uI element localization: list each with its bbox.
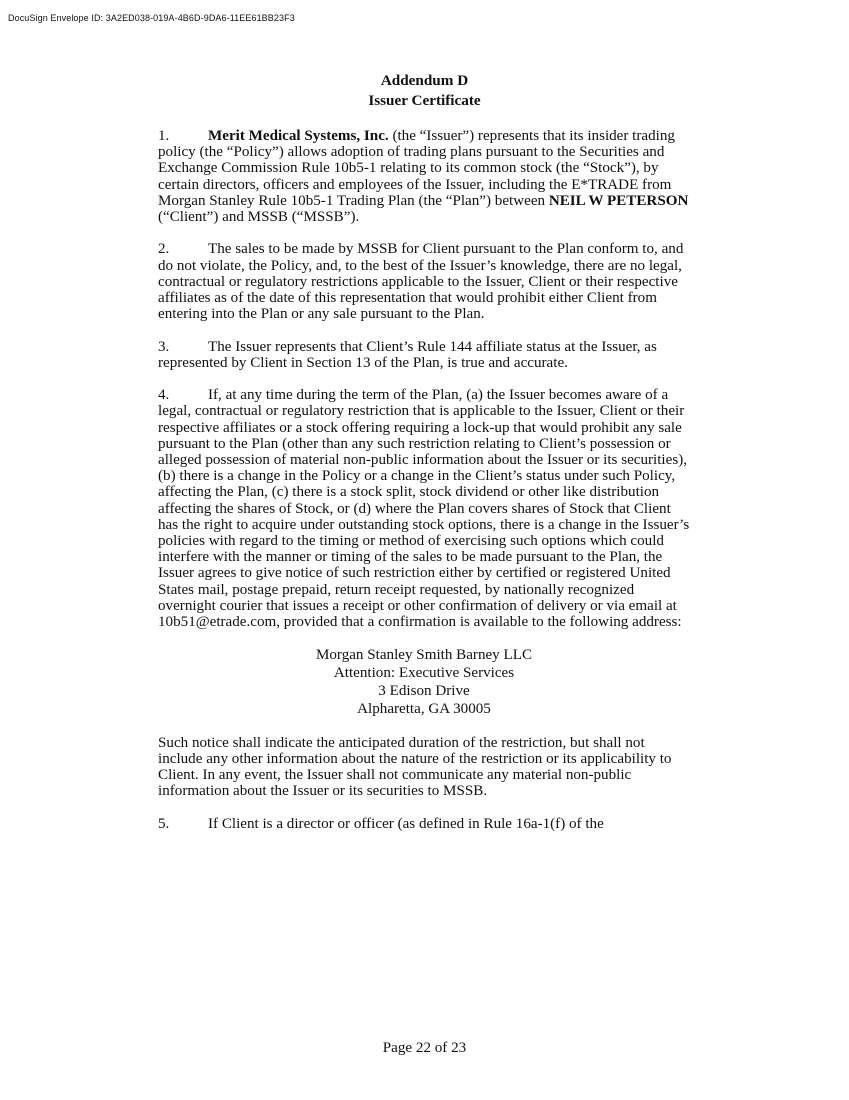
paragraph-text: Such notice shall indicate the anticipated duration of the restriction, but shall not include any other information about the nature of the restriction or its applicability to Client. In any event, the Issuer shall not communicate any material non-public information about the Issuer or its securities to MSSB.: [158, 734, 672, 800]
paragraph-3: [158, 339, 690, 371]
paragraph-4: [158, 387, 690, 630]
paragraph-text: The sales to be made by MSSB for Client pursuant to the Plan conform to, and do not violate, the Policy, and, to the best of the Issuer’s knowledge, there are no legal, contractual or regulatory restrictions applicable to the Issuer, Client or their respective affiliates as of the date of this representation that would prohibit either Client from entering into the Plan or any sale pursuant to the Plan.: [158, 241, 684, 323]
page-title: [0, 71, 849, 111]
title-addendum: Addendum D: [380, 72, 469, 89]
address-line-street: 3 Edison Drive: [378, 683, 470, 700]
paragraph-4-continued: [158, 735, 690, 800]
paragraph-text: If, at any time during the term of the Plan, (a) the Issuer becomes aware of a legal, contractual or regulatory restriction that is applicable to the Issuer, Client or their respective affiliates or a stock offering requiring a lock-up that would prohibit any sale pursuant to the Plan (other than any such restriction relating to Client’s possession or alleged possession of material non-public information about the Issuer or its securities), (b) there is a change in the Policy or a change in the Client’s status under such Policy, affecting the Plan, (c) there is a stock split, stock dividend or other like distribution affecting the shares of Stock, or (d) where the Plan covers shares of Stock that Client has the right to acquire under outstanding stock options, there is a change in the Issuer’s policies with regard to the timing or method of exercising such options which could interfere with the manner or timing of the sales to be made pursuant to the Plan, the Issuer agrees to give notice of such restriction either by certified or registered United States mail, postage prepaid, return receipt requested, by nationally recognized overnight courier that issues a receipt or other confirmation of delivery or via email at 10b51@etrade.com, provided that a confirmation is available to the following address:: [158, 387, 690, 631]
page-number: Page 22 of 23: [382, 1040, 467, 1056]
issuer-name: Merit Medical Systems, Inc.: [208, 128, 389, 144]
paragraph-number: 1.: [158, 128, 170, 144]
paragraph-5: [158, 816, 690, 832]
paragraph-number: 4.: [158, 387, 170, 404]
paragraph-1: [158, 128, 690, 225]
mailing-address: [130, 646, 718, 718]
paragraph-2: [158, 241, 690, 322]
docusign-envelope-id: DocuSign Envelope ID: 3A2ED038-019A-4B6D-9DA6-11EE61BB23F3: [8, 13, 295, 23]
paragraph-text: (the “Issuer”) represents that its insider trading policy (the “Policy”) allows adoption of trading plans pursuant to the Securities and Exchange Commission Rule 10b5-1 relating to its common stock (the “Stock”), by certain directors, officers and employees of the Issuer, including the E*TRADE from Morgan Stanley Rule 10b5-1 Trading Plan (the “Plan”) between: [158, 128, 675, 209]
paragraph-text: (“Client”) and MSSB (“MSSB”).: [158, 209, 360, 226]
paragraph-number: 2.: [158, 241, 170, 258]
paragraph-number: 3.: [158, 338, 170, 355]
client-name: NEIL W PETERSON: [548, 192, 689, 209]
paragraph-text: The Issuer represents that Client’s Rule 144 affiliate status at the Issuer, as represented by Client in Section 13 of the Plan, is true and accurate.: [158, 338, 657, 371]
address-line-company: Morgan Stanley Smith Barney LLC: [315, 647, 533, 664]
paragraph-text: If Client is a director or officer (as defined in Rule 16a-1(f) of the: [208, 815, 604, 832]
paragraph-number: 5.: [158, 815, 170, 832]
address-line-attention: Attention: Executive Services: [333, 665, 515, 682]
address-line-city: Alpharetta, GA 30005: [357, 701, 491, 718]
document-body: [158, 128, 690, 848]
title-issuer-certificate: Issuer Certificate: [368, 92, 481, 109]
